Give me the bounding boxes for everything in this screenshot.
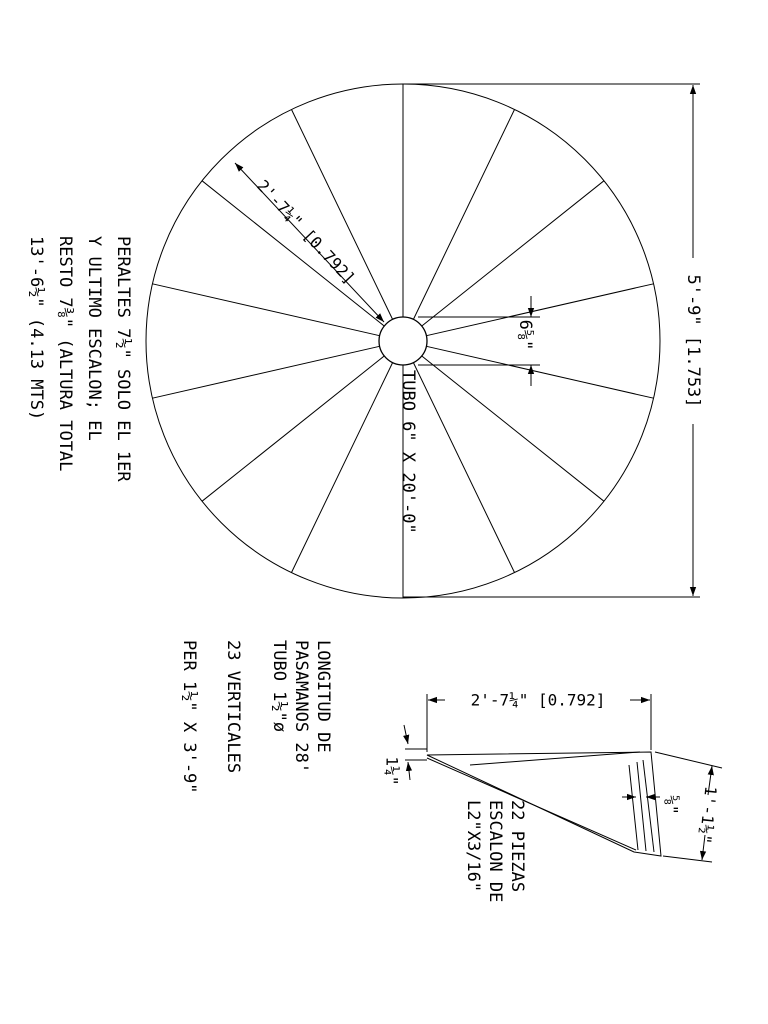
step-detail xyxy=(383,691,723,863)
wide-extension-top xyxy=(655,752,722,768)
step-division-line xyxy=(422,356,604,501)
step-length-label: 2'-7¼" [0.792] xyxy=(470,690,606,710)
step-division-line xyxy=(422,181,604,326)
peraltes-note xyxy=(26,236,133,482)
radius-label: 2'-7¼" [0.792] xyxy=(253,176,359,288)
tread-lip-line-3 xyxy=(629,765,638,850)
verticales-line-2: PER 1½" X 3'-9" xyxy=(179,640,199,794)
piezas-line-1: 22 PIEZAS xyxy=(507,800,527,893)
step-division-line xyxy=(152,346,379,398)
diameter-dimension xyxy=(403,84,703,597)
narrow-arrow-top xyxy=(404,725,408,744)
narrow-end-label: 1¼" xyxy=(382,756,402,786)
step-division-line xyxy=(426,284,653,336)
peraltes-line-2: Y ULTIMO ESCALON; EL xyxy=(84,236,104,441)
tread-outline xyxy=(427,752,661,856)
narrow-arrow-bottom xyxy=(408,762,410,780)
wide-extension-bottom xyxy=(663,856,712,862)
step-division-line xyxy=(202,356,384,501)
pasamanos-line-3: TUBO 1½"ø xyxy=(269,640,289,733)
piezas-line-2: ESCALON DE xyxy=(485,800,505,903)
tube-label: TUBO 6" X 20'-0" xyxy=(398,370,418,534)
step-division-line xyxy=(426,346,653,398)
tread-inner-edge xyxy=(427,758,636,850)
step-division-line xyxy=(413,363,514,573)
angle-leg-label: ⅝" xyxy=(662,795,682,815)
wide-end-label: 1'-1½" xyxy=(695,785,721,845)
verticales-note xyxy=(179,640,243,794)
radius-dimension xyxy=(235,163,384,322)
step-division-line xyxy=(292,110,393,320)
peraltes-line-4: 13'-6½" (4.13 MTS) xyxy=(26,236,46,421)
piezas-note xyxy=(463,800,527,902)
peraltes-line-1: PERALTES 7½" SOLO EL 1ER xyxy=(113,236,133,482)
step-division-line xyxy=(152,284,379,336)
piezas-line-3: L2"X3/16" xyxy=(463,800,483,893)
pipe-offset-label: 6⅝" xyxy=(515,319,535,351)
step-division-line xyxy=(413,110,514,320)
diameter-label: 5'-9" [1.753] xyxy=(683,274,703,408)
peraltes-line-3: RESTO 7⅜" (ALTURA TOTAL xyxy=(55,236,75,472)
verticales-line-1: 23 VERTICALES xyxy=(223,640,243,774)
center-pipe xyxy=(379,317,427,365)
pasamanos-line-1: LONGITUD DE xyxy=(313,640,333,753)
step-division-line xyxy=(202,181,384,326)
pasamanos-line-2: PASAMANOS 28' xyxy=(291,640,311,774)
step-division-line xyxy=(292,363,393,573)
pipe-offset-dimension xyxy=(418,296,540,386)
pasamanos-note xyxy=(269,640,333,773)
